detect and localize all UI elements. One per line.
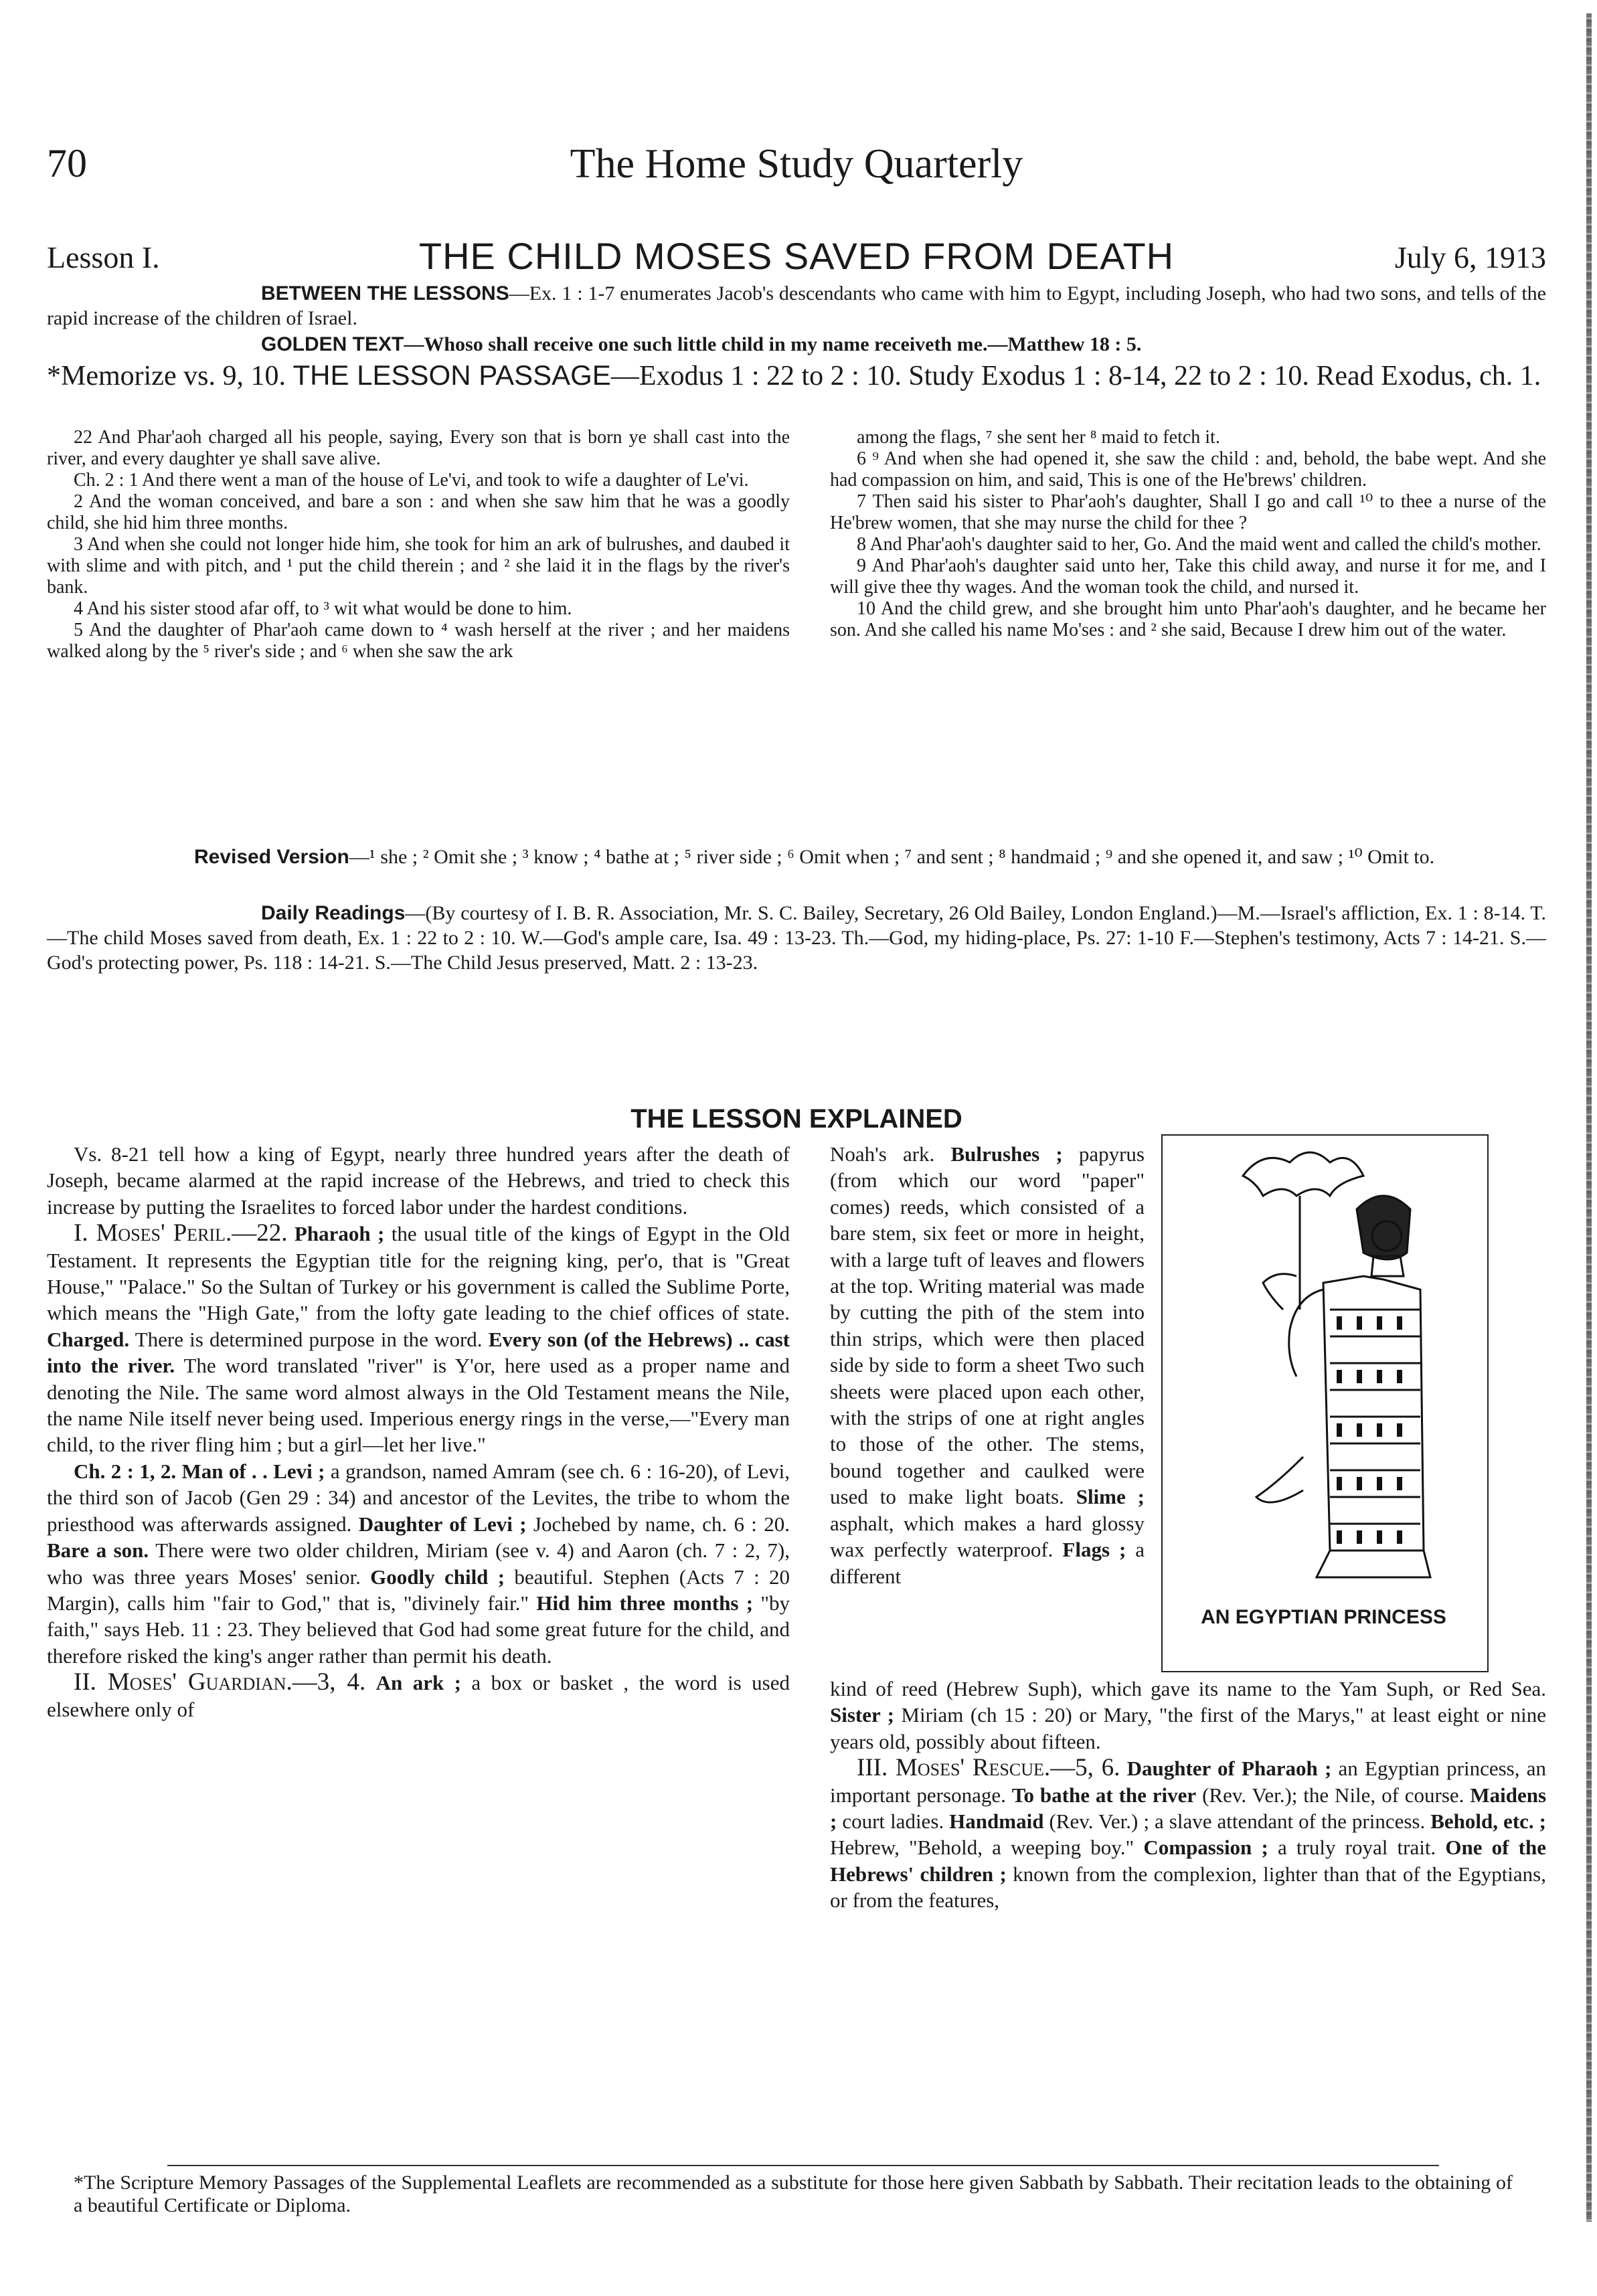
between-the-lessons: BETWEEN THE LESSONS—Ex. 1 : 1-7 enumerates Jacob's descendants who came with him to Egypt, including Joseph, who had two sons, and tells of the rapid increase of the children of Israel. [47, 282, 1546, 329]
page-edge [1586, 13, 1592, 2222]
verse: 7 Then said his sister to Phar'aoh's daughter, Shall I go and call ¹⁰ to thee a nurse of the He'brew women, that she may nurse the child for thee ? [830, 491, 1546, 533]
verse: 2 And the woman conceived, and bare a son : and when she saw him that he was a goodly child, she hid him three months. [47, 491, 790, 533]
lesson-date: July 6, 1913 [1394, 240, 1546, 274]
flags-paragraph: kind of reed (Hebrew Suph), which gave its name to the Yam Suph, or Red Sea. Sister ; Miriam (ch 15 : 20) or Mary, "the first of the Marys," at least eight or nine years old, possibly about fifteen. [830, 1677, 1547, 1753]
lesson-passage-line: *Memorize vs. 9, 10. THE LESSON PASSAGE—Exodus 1 : 22 to 2 : 10. Study Exodus 1 : 8-14, 22 to 2 : 10. Read Exodus, ch. 1. [47, 359, 1541, 391]
bulrushes-paragraph: Noah's ark. Bulrushes ; papyrus (from which our word "paper" comes) reeds, which consisted of a bare stem, six feet or more in height, with a large tuft of leaves and flowers at the top. Writing material was made by cutting the pith of the stem into thin strips, which were then placed side by side to form a sheet Two such sheets were placed upon each other, with the strips of one at right angles to those of the other. The stems, bound together and caulked were used to make light boats. Slime ; asphalt, which makes a hard glossy wax perfectly waterproof. Flags ; a different [830, 1142, 1145, 1588]
explained-left-column [47, 1141, 790, 1723]
footnote-divider [167, 2165, 1439, 2166]
intro-paragraph: Vs. 8-21 tell how a king of Egypt, nearly three hundred years after the death of Joseph, became alarmed at the rapid increase of the Hebrews, and tried to check this increase by putting the Israelites to forced labor under the hardest conditions. [47, 1142, 790, 1219]
verse: among the flags, ⁷ she sent her ⁸ maid to fetch it. [857, 427, 1220, 448]
page [47, 40, 1546, 2275]
golden-text: GOLDEN TEXT—Whoso shall receive one such little child in my name receiveth me.—Matthew 18 : 5. [261, 333, 1142, 355]
scripture-right-column [830, 427, 1546, 641]
footnote: *The Scripture Memory Passages of the Supplemental Leaflets are recommended as a substitute for those here given Sabbath by Sabbath. Their recitation leads to the obtaining of a beautiful Certificate or Diploma. [74, 2172, 1513, 2216]
section-moses-guardian: II. Moses' Guardian.—3, 4. An ark ; a box or basket , the word is used elsewhere only of [47, 1668, 790, 1721]
page-number: 70 [47, 141, 87, 185]
verse: 3 And when she could not longer hide him, she took for him an ark of bulrushes, and daubed it with slime and with pitch, and ¹ put the child therein ; and ² she laid it in the flags by the river's bank. [47, 534, 790, 598]
verse: 8 And Phar'aoh's daughter said to her, Go. And the maid went and called the child's mother. [857, 534, 1541, 555]
lesson-title: THE CHILD MOSES SAVED FROM DEATH [418, 235, 1175, 277]
chapter-2-paragraph: Ch. 2 : 1, 2. Man of . . Levi ; a grandson, named Amram (see ch. 6 : 16-20), of Levi, the third son of Jacob (Gen 29 : 34) and ancestor of the Levites, the tribe to whom the priesthood was afterwards assigned. Daughter of Levi ; Jochebed by name, ch. 6 : 20. Bare a son. There were two older children, Miriam (see v. 4) and Aaron (ch. 7 : 2, 7), who was three years Moses' senior. Goodly child ; beautiful. Stephen (Acts 7 : 20 Margin), calls him "fair to God," that is, "divinely fair." Hid him three months ; "by faith," says Heb. 11 : 23. They believed that God had some great future for the child, and therefore risked the king's anger rather than permit his death. [47, 1459, 790, 1668]
lesson-heading [47, 234, 1546, 281]
revised-version: Revised Version—¹ she ; ² Omit she ; ³ know ; ⁴ bathe at ; ⁵ river side ; ⁶ Omit when ; ⁷ and sent ; ⁸ handmaid ; ⁹ and she opened it, and saw ; ¹⁰ Omit to. [194, 846, 1435, 868]
verse: 10 And the child grew, and she brought him unto Phar'aoh's daughter, and he became her son. And she called his name Mo'ses : and ² she said, Because I drew him out of the water. [830, 598, 1546, 640]
verse: 6 ⁹ And when she had opened it, she saw the child : and, behold, the babe wept. And she had compassion on him, and said, This is one of the He'brews' children. [830, 448, 1546, 491]
section-moses-peril: I. Moses' Peril.—22. Pharaoh ; the usual title of the kings of Egypt in the Old Testament. It represents the Egyptian title for the reigning king, per'o, that is "Great House," "Palace." So the Sultan of Turkey or his government is called the Sublime Porte, which means the "High Gate," from the lofty gate leading to the chief offices of state. Charged. There is determined purpose in the word. Every son (of the Hebrews) .. cast into the river. The word translated "river" is Y'or, here used as a proper name and denoting the Nile. The same word almost always in the Old Testament means the Nile, the name Nile itself never being used. Imperious energy rings in the verse,—"Every man child, to the river fling him ; but a girl—let her live." [47, 1219, 790, 1457]
figure-caption: AN EGYPTIAN PRINCESS [1201, 1606, 1446, 1628]
explained-middle-column [830, 1141, 1145, 1589]
verse: 5 And the daughter of Phar'aoh came down to ⁴ wash herself at the river ; and her maidens walked along by the ⁵ river's side ; and ⁶ when she saw the ark [47, 620, 790, 662]
verse: Ch. 2 : 1 And there went a man of the house of Le'vi, and took to wife a daughter of Le'vi. [74, 470, 749, 491]
scripture-left-column [47, 427, 790, 663]
princess-illustration [1161, 1134, 1489, 1672]
egyptian-princess-icon [1163, 1136, 1487, 1597]
section-heading: THE LESSON EXPLAINED [631, 1104, 962, 1134]
publication-title: The Home Study Quarterly [570, 141, 1023, 187]
section-moses-rescue: III. Moses' Rescue.—5, 6. Daughter of Pharaoh ; an Egyptian princess, an important personage. To bathe at the river (Rev. Ver.); the Nile, of course. Maidens ; court ladies. Handmaid (Rev. Ver.) ; a slave attendant of the princess. Behold, etc. ; Hebrew, "Behold, a weeping boy." Compassion ; a truly royal trait. One of the Hebrews' children ; known from the complexion, lighter than that of the Egyptians, or from the features, [830, 1754, 1547, 1913]
verse: 9 And Phar'aoh's daughter said unto her, Take this child away, and nurse it for me, and I will give thee thy wages. And the woman took the child, and nursed it. [830, 555, 1546, 598]
verse: 4 And his sister stood afar off, to ³ wit what would be done to him. [74, 598, 572, 619]
verse: 22 And Phar'aoh charged all his people, saying, Every son that is born ye shall cast into the river, and every daughter ye shall save alive. [47, 427, 790, 469]
explained-right-column [830, 1676, 1546, 1914]
running-header [47, 141, 1546, 201]
lesson-number: Lesson I. [47, 240, 160, 274]
daily-readings: Daily Readings—(By courtesy of I. B. R. Association, Mr. S. C. Bailey, Secretary, 26 Old Bailey, London England.)—M.—Israel's affliction, Ex. 1 : 8-14. T.—The child Moses saved from death, Ex. 1 : 22 to 2 : 10. W.—God's ample care, Isa. 49 : 13-23. Th.—God, my hiding-place, Ps. 27: 1-10 F.—Stephen's testimony, Acts 7 : 14-21. S.—God's protecting power, Ps. 118 : 14-21. S.—The Child Jesus preserved, Matt. 2 : 13-23. [47, 902, 1546, 974]
